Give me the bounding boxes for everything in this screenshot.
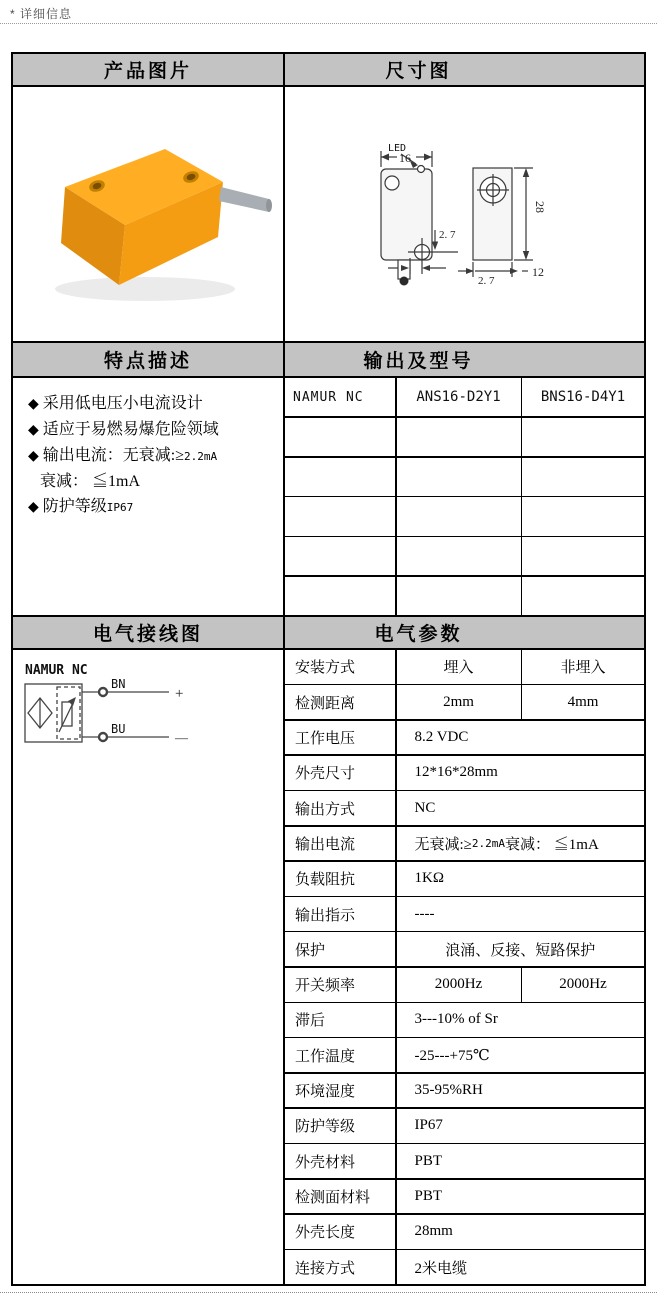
feature-text: 适应于易燃易爆危险领域 (42, 421, 219, 438)
feature-text-small: IP67 (106, 501, 134, 514)
param-value: 非埋入 (522, 650, 644, 684)
diamond-bullet-icon: ◆ (28, 397, 39, 412)
product-photo-image (13, 87, 283, 341)
model-number-cell: BNS16-D4Y1 (522, 378, 644, 416)
output-models-cell (285, 378, 644, 615)
feature-item (28, 417, 279, 443)
feature-text-small: 2.2mA (184, 450, 218, 463)
param-label: 保护 (285, 932, 395, 966)
diamond-bullet-icon: ◆ (28, 449, 39, 464)
output-empty-cell (397, 497, 521, 535)
wire-label-bn: BN (111, 677, 126, 691)
spec-table (11, 52, 646, 1286)
product-photo (13, 87, 285, 341)
param-value: 浪涌、反接、短路保护 (397, 932, 645, 966)
param-value: PBT (397, 1144, 645, 1178)
minus-terminal-label: — (175, 730, 188, 745)
param-label: 外壳尺寸 (285, 756, 395, 790)
output-empty-cell (522, 497, 644, 535)
param-label: 防护等级 (285, 1109, 395, 1143)
header-wiring-diagram: 电气接线图 (13, 617, 285, 648)
param-label: 负载阻抗 (285, 862, 395, 896)
param-value: 2米电缆 (397, 1250, 645, 1284)
param-value: 埋入 (397, 650, 521, 684)
param-value: IP67 (397, 1109, 645, 1143)
param-value: 8.2 VDC (397, 721, 645, 755)
param-label: 输出电流 (285, 827, 395, 861)
param-value: -25---+75℃ (397, 1038, 645, 1072)
param-label: 检测面材料 (285, 1180, 395, 1214)
param-label: 工作温度 (285, 1038, 395, 1072)
param-label: 连接方式 (285, 1250, 395, 1284)
output-empty-cell (522, 577, 644, 615)
param-value: 1KΩ (397, 862, 645, 896)
output-empty-cell (397, 577, 521, 615)
dimension-drawing (285, 87, 644, 341)
dim-width-16: 16 (399, 151, 411, 165)
param-label: 输出指示 (285, 897, 395, 931)
output-empty-cell (285, 537, 395, 575)
param-value: PBT (397, 1180, 645, 1214)
dim-hole-offset-2-7: 2. 7 (439, 229, 456, 241)
sensor-body-outline (25, 684, 82, 742)
feature-text: 衰减： ≦1mA (40, 473, 141, 490)
output-empty-cell (522, 458, 644, 496)
terminal-bu (99, 733, 107, 741)
feature-text: 输出电流：无衰减:≥ (42, 447, 185, 464)
wire-label-bu: BU (111, 722, 126, 736)
feature-text: 采用低电压小电流设计 (42, 395, 203, 412)
param-value: 4mm (522, 685, 644, 719)
bottom-dotted-divider (0, 1292, 657, 1293)
led-label: LED (388, 143, 407, 154)
header-electrical-params: 电气参数 (285, 617, 644, 648)
header-product-image: 产品图片 (13, 54, 285, 85)
output-empty-cell (285, 577, 395, 615)
param-value: 28mm (397, 1215, 645, 1249)
dim-height-28: 28 (533, 201, 547, 213)
param-label: 滞后 (285, 1003, 395, 1037)
sensor-cable (219, 187, 269, 212)
param-label: 检测距离 (285, 685, 395, 719)
output-empty-cell (397, 458, 521, 496)
dim-depth-12: 12 (532, 265, 544, 279)
param-value: ---- (397, 897, 645, 931)
output-type-cell: NAMUR NC (285, 378, 395, 416)
image-row (13, 87, 644, 343)
feature-item (40, 469, 279, 494)
detail-note: * 详细信息 (10, 7, 73, 21)
plus-terminal-label: + (175, 686, 184, 702)
param-label: 外壳材料 (285, 1144, 395, 1178)
output-empty-cell (397, 537, 521, 575)
param-value: 12*16*28mm (397, 756, 645, 790)
params-cell (285, 650, 644, 1284)
output-empty-cell (285, 418, 395, 456)
header-row-3 (13, 617, 644, 650)
header-row-1 (13, 54, 644, 87)
dimension-drawing-image (285, 87, 642, 341)
param-label: 工作电压 (285, 721, 395, 755)
cable-end (266, 199, 272, 212)
output-empty-cell (522, 537, 644, 575)
diamond-bullet-icon: ◆ (28, 500, 39, 515)
output-models-table (285, 378, 644, 615)
feature-item (28, 443, 279, 469)
header-output-models: 输出及型号 (285, 343, 644, 376)
header-features: 特点描述 (13, 343, 285, 376)
param-label: 外壳长度 (285, 1215, 395, 1249)
wiring-title: NAMUR NC (25, 663, 88, 678)
feature-item (28, 391, 279, 417)
param-label: 输出方式 (285, 791, 395, 825)
diamond-bullet-icon: ◆ (28, 423, 39, 438)
feature-item (28, 494, 279, 520)
output-empty-cell (285, 497, 395, 535)
output-empty-cell (522, 418, 644, 456)
params-table (285, 650, 644, 1284)
photo-shadow (55, 277, 235, 301)
features-row (13, 378, 644, 617)
features-list (13, 378, 285, 615)
param-label: 安装方式 (285, 650, 395, 684)
top-dotted-divider (0, 23, 657, 24)
wiring-diagram (13, 650, 285, 1284)
param-value: 2mm (397, 685, 521, 719)
header-dimension-diagram: 尺寸图 (285, 54, 644, 85)
model-number-cell: ANS16-D2Y1 (397, 378, 521, 416)
param-label: 开关频率 (285, 968, 395, 1002)
terminal-bn (99, 688, 107, 696)
header-row-2 (13, 343, 644, 378)
front-hole (385, 176, 399, 190)
params-row (13, 650, 644, 1284)
wiring-diagram-image (19, 656, 279, 760)
led-dot (418, 166, 425, 173)
dim-face-2-7: 2. 7 (478, 275, 495, 287)
param-value: 2000Hz (522, 968, 644, 1002)
feature-text: 防护等级 (42, 498, 107, 515)
output-empty-cell (397, 418, 521, 456)
param-value: 3---10% of Sr (397, 1003, 645, 1037)
output-empty-cell (285, 458, 395, 496)
param-value: 35-95%RH (397, 1074, 645, 1108)
param-value: 无衰减:≥ 2.2mA 衰减： ≦1mA (397, 827, 645, 861)
param-label: 环境湿度 (285, 1074, 395, 1108)
param-value: 2000Hz (397, 968, 521, 1002)
param-value: NC (397, 791, 645, 825)
